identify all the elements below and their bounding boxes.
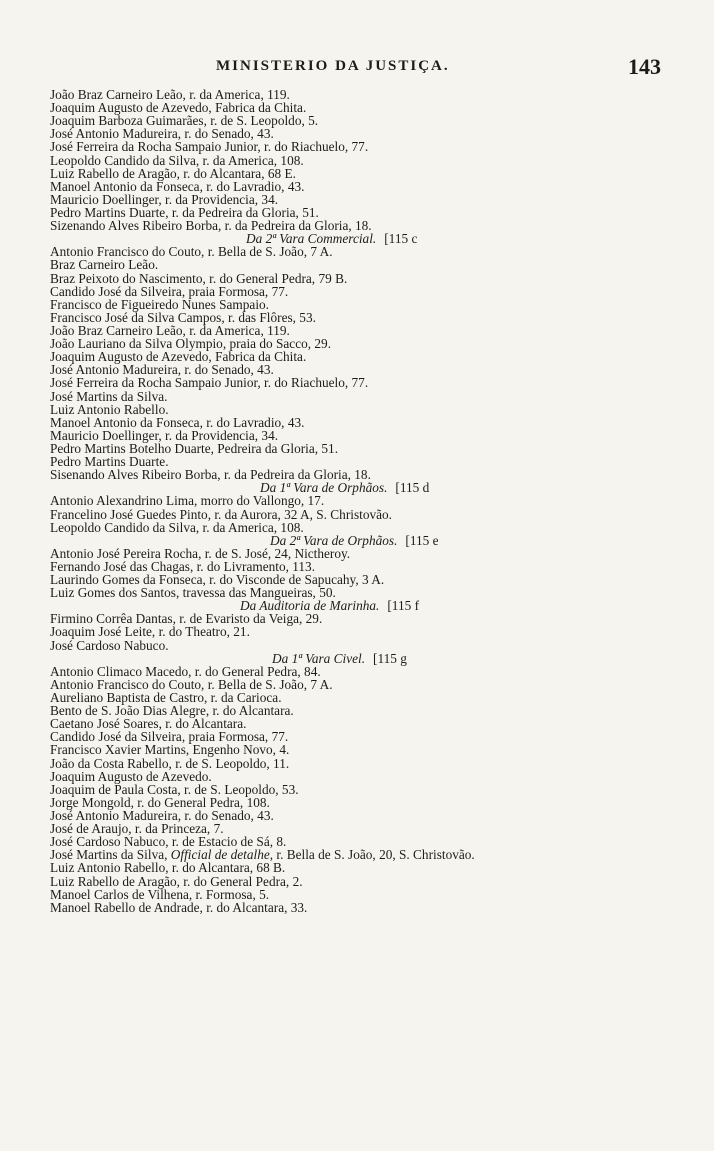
list-entry: Laurindo Gomes da Fonseca, r. do Visconde de Sapucahy, 3 A. bbox=[50, 572, 385, 588]
list-entry: Antonio Francisco do Couto, r. Bella de S. João, 7 A. bbox=[50, 676, 333, 692]
directory-listing bbox=[50, 88, 690, 914]
list-entry: Candido José da Silveira, praia Formosa, 77. bbox=[50, 283, 289, 299]
section-heading bbox=[50, 232, 690, 245]
list-entry: Antonio Alexandrino Lima, morro do Vallongo, 17. bbox=[50, 493, 325, 509]
list-entry: Leopoldo Candido da Silva, r. da America, 108. bbox=[50, 152, 304, 168]
list-entry: José de Araujo, r. da Princeza, 7. bbox=[50, 821, 224, 837]
list-entry: Bento de S. João Dias Alegre, r. do Alcantara. bbox=[50, 703, 294, 719]
list-entry: Joaquim de Paula Costa, r. de S. Leopoldo, 53. bbox=[50, 781, 299, 797]
list-entry: Luiz Gomes dos Santos, travessa das Mangueiras, 50. bbox=[50, 585, 336, 601]
list-entry: José Cardoso Nabuco, r. de Estacio de Sá, 8. bbox=[50, 834, 287, 850]
list-entry: Caetano José Soares, r. do Alcantara. bbox=[50, 716, 247, 732]
list-entry: Antonio Climaco Macedo, r. do General Pedra, 84. bbox=[50, 663, 321, 679]
list-entry: Mauricio Doellinger, r. da Providencia, 34. bbox=[50, 191, 279, 207]
list-entry: João Braz Carneiro Leão, r. da America, 119. bbox=[50, 87, 290, 102]
entry-text: , r. Bella de S. João, 20, S. Christovão. bbox=[269, 847, 475, 863]
list-entry: Braz Carneiro Leão. bbox=[50, 257, 159, 273]
list-entry: Manoel Carlos de Vilhena, r. Formosa, 5. bbox=[50, 886, 270, 902]
list-entry: Francisco José da Silva Campos, r. das Flôres, 53. bbox=[50, 309, 316, 325]
list-entry: Braz Peixoto do Nascimento, r. do General Pedra, 79 B. bbox=[50, 270, 348, 286]
list-entry: Pedro Martins Duarte, r. da Pedreira da Gloria, 51. bbox=[50, 204, 319, 220]
list-entry: Pedro Martins Duarte. bbox=[50, 454, 169, 470]
section-title: Da 1ª Vara Civel. bbox=[272, 650, 366, 666]
list-entry: Manoel Rabello de Andrade, r. do Alcantara, 33. bbox=[50, 899, 308, 915]
section-heading bbox=[50, 534, 690, 547]
list-entry: José Ferreira da Rocha Sampaio Junior, r. do Riachuelo, 77. bbox=[50, 375, 369, 391]
list-entry: Francelino José Guedes Pinto, r. da Aurora, 32 A, S. Christovão. bbox=[50, 506, 392, 522]
section-heading bbox=[50, 599, 690, 612]
list-entry: Luiz Antonio Rabello. bbox=[50, 401, 169, 417]
list-entry: Antonio Francisco do Couto, r. Bella de S. João, 7 A. bbox=[50, 244, 333, 260]
list-entry: Leopoldo Candido da Silva, r. da America, 108. bbox=[50, 519, 304, 535]
list-entry: Fernando José das Chagas, r. do Livramento, 113. bbox=[50, 558, 316, 574]
list-entry: José Ferreira da Rocha Sampaio Junior, r. do Riachuelo, 77. bbox=[50, 139, 369, 155]
list-entry: Pedro Martins Botelho Duarte, Pedreira da Gloria, 51. bbox=[50, 440, 339, 456]
list-entry: Luiz Rabello de Aragão, r. do General Pedra, 2. bbox=[50, 873, 303, 889]
list-entry: Mauricio Doellinger, r. da Providencia, 34. bbox=[50, 427, 279, 443]
list-entry: Joaquim José Leite, r. do Theatro, 21. bbox=[50, 624, 250, 640]
entry-text: José Martins da Silva, bbox=[50, 847, 171, 863]
section-title: Da Auditoria de Marinha. bbox=[240, 598, 380, 614]
section-heading bbox=[50, 652, 690, 665]
list-entry: Luiz Rabello de Aragão, r. do Alcantara, 68 E. bbox=[50, 165, 296, 181]
section-reference: [115 g bbox=[373, 650, 407, 666]
section-title: Da 2ª Vara de Orphãos. bbox=[270, 532, 398, 548]
list-entry: José Antonio Madureira, r. do Senado, 43. bbox=[50, 808, 274, 824]
section-reference: [115 d bbox=[395, 480, 430, 496]
list-entry: Aureliano Baptista de Castro, r. da Carioca. bbox=[50, 690, 282, 706]
section-reference: [115 f bbox=[387, 598, 420, 614]
running-title: MINISTERIO DA JUSTIÇA. bbox=[216, 58, 450, 74]
list-entry: João Lauriano da Silva Olympio, praia do Sacco, 29. bbox=[50, 336, 332, 352]
list-entry: João da Costa Rabello, r. de S. Leopoldo, 11. bbox=[50, 755, 290, 771]
list-entry: José Cardoso Nabuco. bbox=[50, 637, 169, 653]
list-entry: José Antonio Madureira, r. do Senado, 43. bbox=[50, 362, 274, 378]
list-entry: Joaquim Augusto de Azevedo, Fabrica da Chita. bbox=[50, 100, 307, 116]
list-entry: José Antonio Madureira, r. do Senado, 43. bbox=[50, 126, 274, 142]
list-entry: Jorge Mongold, r. do General Pedra, 108. bbox=[50, 794, 270, 810]
section-title: Da 2ª Vara Commercial. bbox=[246, 231, 377, 247]
list-entry: João Braz Carneiro Leão, r. da America, 119. bbox=[50, 322, 290, 338]
section-heading bbox=[50, 481, 690, 494]
list-entry: Luiz Antonio Rabello, r. do Alcantara, 68 B. bbox=[50, 860, 286, 876]
list-entry: José Martins da Silva. bbox=[50, 388, 168, 404]
list-entry: Joaquim Barboza Guimarães, r. de S. Leopoldo, 5. bbox=[50, 113, 319, 129]
section-reference: [115 c bbox=[384, 231, 418, 247]
section-reference: [115 e bbox=[405, 532, 439, 548]
list-entry: Francisco Xavier Martins, Engenho Novo, 4. bbox=[50, 742, 290, 758]
page-header bbox=[0, 54, 714, 84]
list-entry: Manoel Antonio da Fonseca, r. do Lavradio, 43. bbox=[50, 178, 305, 194]
list-entry: Candido José da Silveira, praia Formosa, 77. bbox=[50, 729, 289, 745]
list-entry: Joaquim Augusto de Azevedo. bbox=[50, 768, 212, 784]
list-entry: Francisco de Figueiredo Nunes Sampaio. bbox=[50, 296, 269, 312]
list-entry: Sisenando Alves Ribeiro Borba, r. da Pedreira da Gloria, 18. bbox=[50, 467, 371, 483]
list-entry: Manoel Antonio da Fonseca, r. do Lavradio, 43. bbox=[50, 414, 305, 430]
list-entry: Sizenando Alves Ribeiro Borba, r. da Pedreira da Gloria, 18. bbox=[50, 218, 372, 234]
list-entry: Joaquim Augusto de Azevedo, Fabrica da Chita. bbox=[50, 349, 307, 365]
list-entry: Antonio José Pereira Rocha, r. de S. José, 24, Nictheroy. bbox=[50, 545, 351, 561]
page-number: 143 bbox=[628, 54, 661, 79]
list-entry: Firmino Corrêa Dantas, r. de Evaristo da Veiga, 29. bbox=[50, 611, 323, 627]
section-title: Da 1ª Vara de Orphãos. bbox=[260, 480, 388, 496]
entry-role: Official de detalhe bbox=[170, 847, 270, 863]
